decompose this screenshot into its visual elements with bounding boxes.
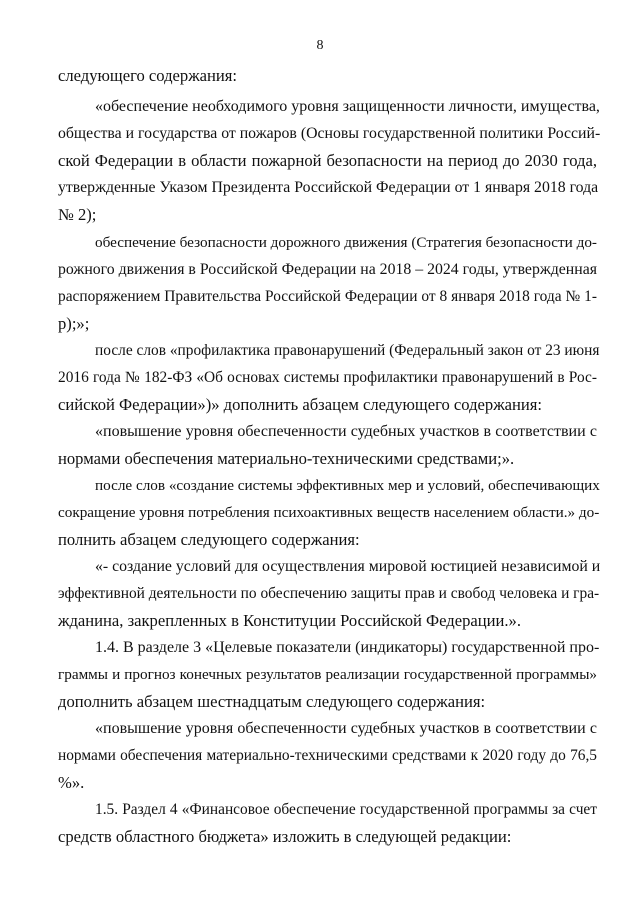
text-line: утвержденные Указом Президента Российской Федерации от 1 января 2018 года: [58, 179, 599, 196]
text-line: после слов «профилактика правонарушений (Федеральный закон от 23 июня: [95, 342, 600, 359]
text-line: ской Федерации в области пожарной безопасности на период до 2030 года,: [58, 151, 597, 170]
text-line: № 2);: [58, 205, 97, 224]
text-line: «- создание условий для осуществления мировой юстицией независимой и: [95, 558, 601, 575]
text-line: 1.5. Раздел 4 «Финансовое обеспечение государственной программы за счет: [95, 801, 597, 818]
text-line: «обеспечение необходимого уровня защищенности личности, имущества,: [95, 98, 600, 115]
text-line: следующего содержания:: [58, 66, 238, 85]
text-line: общества и государства от пожаров (Основы государственной политики Россий-: [58, 125, 601, 142]
text-line: р);»;: [58, 314, 90, 333]
text-line: после слов «создание системы эффективных мер и условий, обеспечивающих: [95, 477, 600, 494]
text-line: средств областного бюджета» изложить в следующей редакции:: [58, 827, 512, 846]
text-line: 1.4. В разделе 3 «Целевые показатели (индикаторы) государственной про-: [95, 639, 600, 656]
text-line: эффективной деятельности по обеспечению защиты прав и свобод человека и гра-: [58, 585, 600, 602]
text-line: «повышение уровня обеспеченности судебных участков в соответствии с: [95, 423, 597, 440]
text-line: 2016 года № 182-ФЗ «Об основах системы профилактики правонарушений в Рос-: [58, 369, 597, 386]
text-line: жданина, закрепленных в Конституции Российской Федерации.».: [58, 611, 522, 630]
text-line: обеспечение безопасности дорожного движения (Стратегия безопасности до-: [95, 234, 597, 251]
text-line: «повышение уровня обеспеченности судебных участков в соответствии с: [95, 720, 597, 737]
text-line: дополнить абзацем шестнадцатым следующего содержания:: [58, 692, 486, 711]
text-line: сокращение уровня потребления психоактивных веществ населением области.» до-: [58, 504, 600, 521]
text-line: полнить абзацем следующего содержания:: [58, 530, 360, 549]
text-line: нормами обеспечения материально-техническими средствами к 2020 году до 76,5: [58, 747, 597, 764]
text-line: распоряжением Правительства Российской Федерации от 8 января 2018 года № 1-: [58, 288, 597, 305]
text-line: рожного движения в Российской Федерации на 2018 – 2024 годы, утвержденная: [58, 261, 597, 278]
text-line: нормами обеспечения материально-техническими средствами;».: [58, 449, 515, 468]
text-line: %».: [58, 773, 85, 792]
text-line: сийской Федерации»)» дополнить абзацем следующего содержания:: [58, 395, 543, 414]
text-line: граммы и прогноз конечных результатов реализации государственной программы»: [58, 666, 597, 683]
page-number: 8: [316, 38, 324, 53]
